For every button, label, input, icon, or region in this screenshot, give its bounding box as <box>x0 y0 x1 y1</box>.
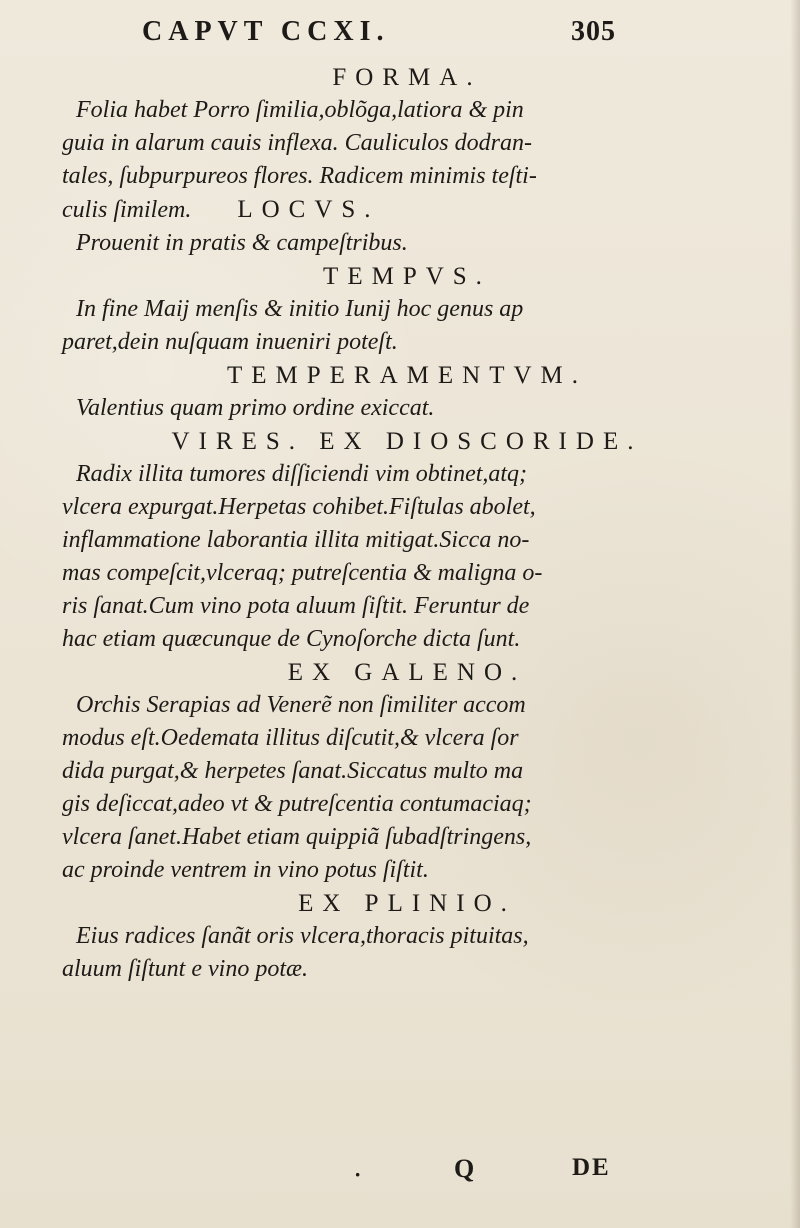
page-header <box>0 16 800 56</box>
text-line: Radix illita tumores diſſiciendi vim obtinet,atq; <box>76 461 528 487</box>
text-line: hac etiam quæcunque de Cynoſorche dicta ſunt. <box>62 626 521 652</box>
signature-mark: Q <box>454 1154 475 1183</box>
text-line: Eius radices ſanãt oris vlcera,thoracis pituitas, <box>76 923 529 949</box>
section-ex-plinio: EX PLINIO. <box>298 890 516 917</box>
section-vires-ex-dioscoride: VIRES. EX DIOSCORIDE. <box>171 428 643 455</box>
text-line: Orchis Serapias ad Venerẽ non ſimiliter accom <box>76 692 526 718</box>
text-line: vlcera expurgat.Herpetas cohibet.Fiſtulas abolet, <box>62 494 536 520</box>
footer-mark: · <box>354 1162 362 1187</box>
running-head: CAPVT CCXI. <box>142 16 390 47</box>
text-line-with-locus <box>62 193 752 227</box>
text-line: ac proinde ventrem in vino potus ſiſtit. <box>62 857 429 883</box>
section-ex-galeno: EX GALENO. <box>287 659 527 686</box>
text-line: paret,dein nuſquam inueniri poteſt. <box>62 329 398 355</box>
text-line: dida purgat,& herpetes ſanat.Siccatus multo ma <box>62 758 524 784</box>
page-footer <box>0 1154 800 1194</box>
text-line: Prouenit in pratis & campeſtribus. <box>76 230 408 256</box>
section-temperamentum: TEMPERAMENTVM. <box>226 362 588 389</box>
text-line: inflammatione laborantia illita mitigat.Sicca no- <box>62 527 530 553</box>
text-line: mas compeſcit,vlceraq; putreſcentia & maligna o- <box>62 560 543 586</box>
text-line: In fine Maij menſis & initio Iunij hoc genus ap <box>76 296 524 322</box>
text-fragment: culis ſimilem. <box>62 197 192 223</box>
text-line: modus eſt.Oedemata illitus diſcutit,& vlcera ſor <box>62 725 519 751</box>
section-forma: FORMA. <box>332 64 482 91</box>
text-line: tales, ſubpurpureos flores. Radicem minimis teſti- <box>62 163 537 189</box>
page-number: 305 <box>571 16 616 47</box>
text-line: guia in alarum cauis inflexa. Cauliculos dodran- <box>62 130 532 156</box>
text-line: Valentius quam primo ordine exiccat. <box>76 395 435 421</box>
page-content <box>62 61 752 986</box>
text-line: vlcera ſanet.Habet etiam quippiã ſubadſtringens, <box>62 824 532 850</box>
text-line: Folia habet Porro ſimilia,oblõga,latiora & pin <box>76 97 524 123</box>
page-edge-shadow <box>790 0 800 1228</box>
catchword: DE <box>572 1154 611 1181</box>
text-line: aluum ſiſtunt e vino potæ. <box>62 956 308 982</box>
section-tempus: TEMPVS. <box>323 263 491 290</box>
text-line: gis deſiccat,adeo vt & putreſcentia contumaciaq; <box>62 791 532 817</box>
text-line: ris ſanat.Cum vino pota aluum ſiſtit. Feruntur de <box>62 593 530 619</box>
section-locus: LOCVS. <box>237 196 380 223</box>
